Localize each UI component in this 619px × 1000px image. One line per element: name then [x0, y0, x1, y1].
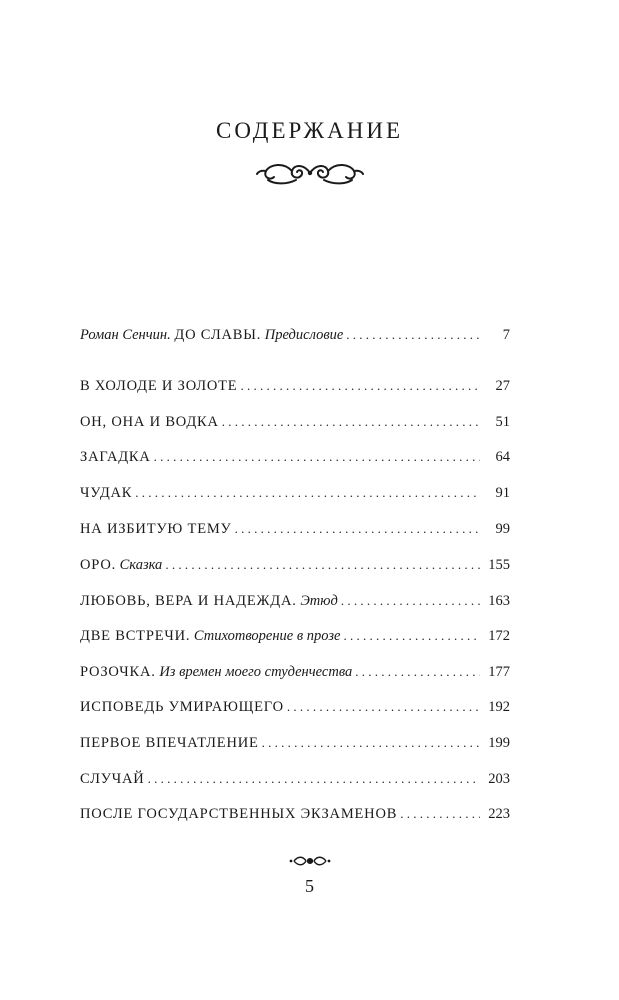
toc-entry-label: В ХОЛОДЕ И ЗОЛОТЕ [80, 378, 238, 394]
toc-entry-label: Роман Сенчин. ДО СЛАВЫ. Предисловие [80, 327, 344, 343]
toc-entry[interactable] [80, 771, 510, 793]
dot-leader [400, 806, 480, 822]
dot-leader [222, 414, 480, 430]
dot-leader [262, 735, 480, 751]
toc-entry[interactable] [80, 806, 510, 828]
toc-entry[interactable] [80, 735, 510, 757]
toc-page-number: 199 [488, 735, 510, 751]
toc-entry-label: СЛУЧАЙ [80, 771, 145, 787]
toc-entry-preface[interactable] [80, 327, 510, 349]
toc-entry-label: ЛЮБОВЬ, ВЕРА И НАДЕЖДА. Этюд [80, 593, 338, 609]
toc-entry-label: ИСПОВЕДЬ УМИРАЮЩЕГО [80, 699, 284, 715]
toc-entry-label: ОН, ОНА И ВОДКА [80, 414, 219, 430]
toc-page-number: 177 [488, 664, 510, 680]
toc-page-number: 27 [495, 378, 510, 394]
toc-page-number: 99 [495, 521, 510, 537]
toc-entry[interactable] [80, 378, 510, 400]
toc-page-number: 64 [495, 449, 510, 465]
toc-page-number: 192 [488, 699, 510, 715]
toc-entry[interactable] [80, 593, 510, 615]
toc-entry[interactable] [80, 485, 510, 507]
page-title: СОДЕРЖАНИЕ [215, 118, 403, 143]
dot-leader [341, 593, 480, 609]
dot-leader [154, 449, 480, 465]
small-ornament-icon [288, 854, 332, 868]
toc-entry[interactable] [80, 449, 510, 471]
toc-entry-label: ЗАГАДКА [80, 449, 151, 465]
dot-leader [165, 557, 480, 573]
toc-entry[interactable] [80, 664, 510, 686]
dot-leader [235, 521, 480, 537]
toc-entry[interactable] [80, 699, 510, 721]
toc-page-number: 163 [488, 593, 510, 609]
toc-entry-label: ДВЕ ВСТРЕЧИ. Стихотворение в прозе [80, 628, 341, 644]
dot-leader [240, 378, 480, 394]
toc-page-number: 223 [488, 806, 510, 822]
toc-page-number: 155 [488, 557, 510, 573]
toc-page-number: 172 [488, 628, 510, 644]
dot-leader [346, 327, 480, 343]
toc-entry-label: ПОСЛЕ ГОСУДАРСТВЕННЫХ ЭКЗАМЕНОВ [80, 806, 398, 822]
toc-page-number: 7 [502, 327, 510, 343]
toc-entry[interactable] [80, 557, 510, 579]
toc-page-number: 91 [495, 485, 510, 501]
toc-entry-label: ЧУДАК [80, 485, 133, 501]
dot-leader [355, 664, 480, 680]
toc-entry-label: ОРО. Сказка [80, 557, 163, 573]
toc-entry-label: НА ИЗБИТУЮ ТЕМУ [80, 521, 232, 537]
toc-entry[interactable] [80, 414, 510, 436]
page-number: 5 [305, 876, 314, 896]
toc-entry[interactable] [80, 628, 510, 650]
toc-page-number: 51 [495, 414, 510, 430]
toc-entry[interactable] [80, 521, 510, 543]
flourish-ornament-icon [256, 158, 364, 188]
dot-leader [343, 628, 480, 644]
toc-entry-label: ПЕРВОЕ ВПЕЧАТЛЕНИЕ [80, 735, 259, 751]
dot-leader [148, 771, 480, 787]
toc-entry-label: РОЗОЧКА. Из времен моего студенчества [80, 664, 353, 680]
dot-leader [287, 699, 480, 715]
toc-page-number: 203 [488, 771, 510, 787]
dot-leader [135, 485, 480, 501]
